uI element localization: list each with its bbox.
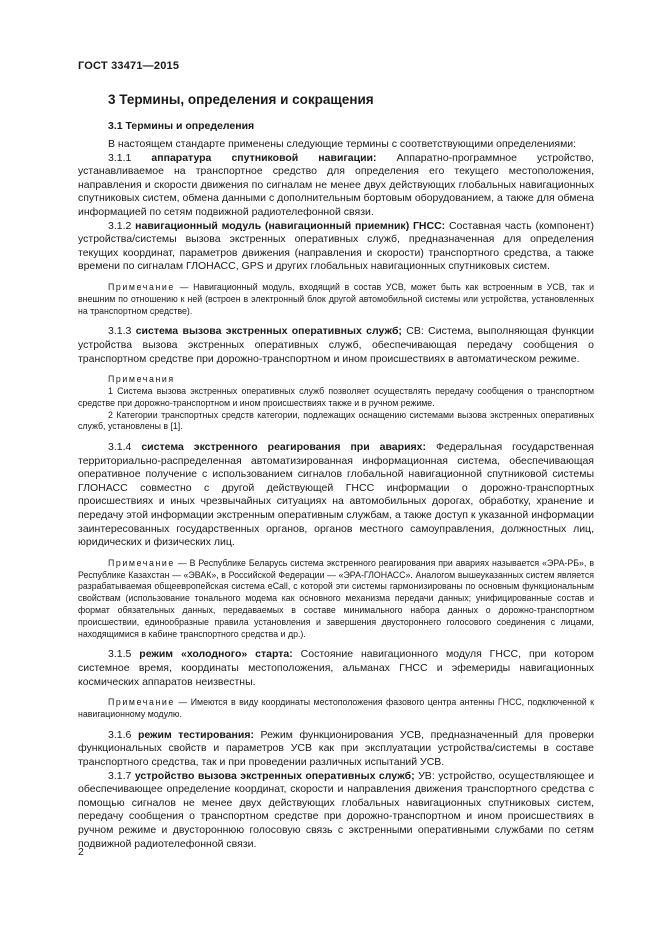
term-3-1-3: [78, 325, 594, 366]
subsection-title: 3.1 Термины и определения: [108, 120, 255, 132]
term-number: 3.1.1: [108, 151, 132, 164]
term-definition: Составная часть (компонент) устройства/системы вызова экстренных оперативных служб, предназначенная для определения текущих координат, параметров движения (направления и скорости) транспортного средства, а также времени по сигналам ГЛОНАСС, GPS и других глобальных навигационных спутниковых систем.: [78, 219, 594, 273]
intro-paragraph: В настоящем стандарте применены следующие термины с соответствующими определениями:: [108, 138, 577, 150]
note-3-1-3-2: 2 Категории транспортных средств категории, подлежащих оснащению системами вызова экстренных оперативных служб, установлены в [1].: [78, 409, 594, 432]
term-3-1-7: [78, 770, 594, 852]
term-name: аппаратура спутниковой навигации:: [151, 151, 377, 164]
term-definition: Федеральная государственная территориально-распределенная автоматизированная информационная система, обеспечивающая оперативное получение с использованием сигналов глобальной навигационной спутниковой системы ГЛОНАСС совместно с другой действующей ГНСС информации о дорожно-транспортных происшествиях и иных чрезвычайных ситуациях на автомобильных дорогах, обработку, хранение и передачу этой информации экстренным оперативным службам, а также доступ к указанной информации заинтересованных государственных органов, органов местного самоуправления, должностных лиц, юридических и физических лиц.: [78, 441, 594, 549]
note-3-1-5: [78, 697, 594, 721]
term-name: режим «холодного» старта:: [139, 648, 293, 661]
term-3-1-5: [78, 648, 594, 689]
term-number: 3.1.3: [108, 325, 132, 338]
term-number: 3.1.7: [108, 769, 132, 782]
term-definition: Режим функционирования УСВ, предназначенный для проверки функциональных свойств и параметров УСВ как при эксплуатации устройства/системы в составе транспортного средства, так и при проведении различных испытаний УСВ.: [78, 728, 594, 768]
note-3-1-4: [78, 558, 594, 641]
term-number: 3.1.5: [108, 648, 132, 661]
term-name: навигационный модуль (навигационный приемник) ГНСС:: [135, 219, 446, 232]
term-number: 3.1.2: [108, 219, 132, 232]
note-label: Примечание: [108, 697, 175, 708]
page-number: 2: [78, 846, 84, 858]
note-3-1-2: [78, 282, 594, 317]
note-3-1-3-1: 1 Система вызова экстренных оперативных служб позволяет осуществлять передачу сообщения о транспортном средстве при дорожно-транспортном и ином происшествиях также и в ручном режиме.: [78, 385, 594, 408]
note-label: Примечание: [108, 281, 175, 292]
standard-header: ГОСТ 33471—2015: [78, 60, 180, 72]
note-text: — Навигационный модуль, входящий в состав УСВ, может быть как встроенным в УСВ, так и внешним по отношению к ней (встроен в электронный блок другой автомобильной системы или устройства, установленных на транспортном средстве).: [78, 281, 594, 316]
term-name: система вызова экстренных оперативных служб;: [135, 325, 402, 338]
term-definition: СВ: Система, выполняющая функции устройства вызова экстренных оперативных служб, обеспечивающая передачу сообщения о транспортном средстве при дорожно-транспортном и ином происшествиях в автоматическом режиме.: [78, 325, 594, 365]
note-text: — Имеются в виду координаты местоположения фазового центра антенны ГНСС, подключенной к навигационному модулю.: [78, 697, 594, 719]
document-body: [78, 138, 594, 851]
notes-label: Примечания: [108, 374, 175, 385]
term-definition: УВ: устройство, осуществляющее и обеспечивающее определение координат, скорости и направления движения транспортного средства с помощью сигналов не менее двух действующих глобальных навигационных спутниковых систем, передачу сообщения о транспортном средстве при дорожно-транспортном и ином происшествиях в ручном режиме и двустороннюю голосовую связь с экстренными оперативными службами по сетям подвижной радиотелефонной связи.: [78, 769, 594, 850]
term-3-1-4: [78, 441, 594, 550]
term-name: режим тестирования:: [137, 728, 254, 741]
term-definition: Аппаратно-программное устройство, устанавливаемое на транспортное средство для определения его текущего местоположения, направления и скорости движения по сигналам не менее двух действующих глобальных навигационных спутниковых систем, обмена данными с дополнительным бортовым оборудованием, а также для обмена информацией по сетям подвижной радиотелефонной связи.: [78, 151, 595, 218]
note-label: Примечание: [108, 557, 175, 568]
term-definition: Состояние навигационного модуля ГНСС, при котором системное время, координаты местоположения, альманах ГНСС и эфемериды навигационных космических аппаратов неизвестны.: [78, 648, 594, 688]
term-3-1-1: [78, 152, 594, 220]
term-number: 3.1.4: [108, 441, 132, 454]
note-text: — В Республике Беларусь система экстренного реагирования при авариях называется «ЭРА-РБ», в Республике Казахстан — «ЭВАК», в Российской Федерации — «ЭРА-ГЛОНАСС». Аналогом вышеуказанных систем является разрабатываемая общеевропейская система eCall, с которой эти системы гармонизированы по основным функциональным свойствам (использование тонального модема как основного механизма передачи данных; унифицированные состав и формат обязательных данных, передаваемых в составе минимального набора данных о дорожно-транспортном происшествии, единообразные правила установления и завершения двустороннего голосового соединения с лицами, находящимися в кабине транспортного средства и др.).: [78, 557, 594, 639]
term-3-1-2: [78, 220, 594, 274]
term-3-1-6: [78, 729, 594, 770]
term-name: система экстренного реагирования при авариях:: [141, 441, 426, 454]
term-name: устройство вызова экстренных оперативных служб;: [134, 769, 415, 782]
notes-label-3-1-3: [78, 374, 594, 386]
section-title: 3 Термины, определения и сокращения: [108, 92, 374, 107]
term-number: 3.1.6: [108, 728, 132, 741]
